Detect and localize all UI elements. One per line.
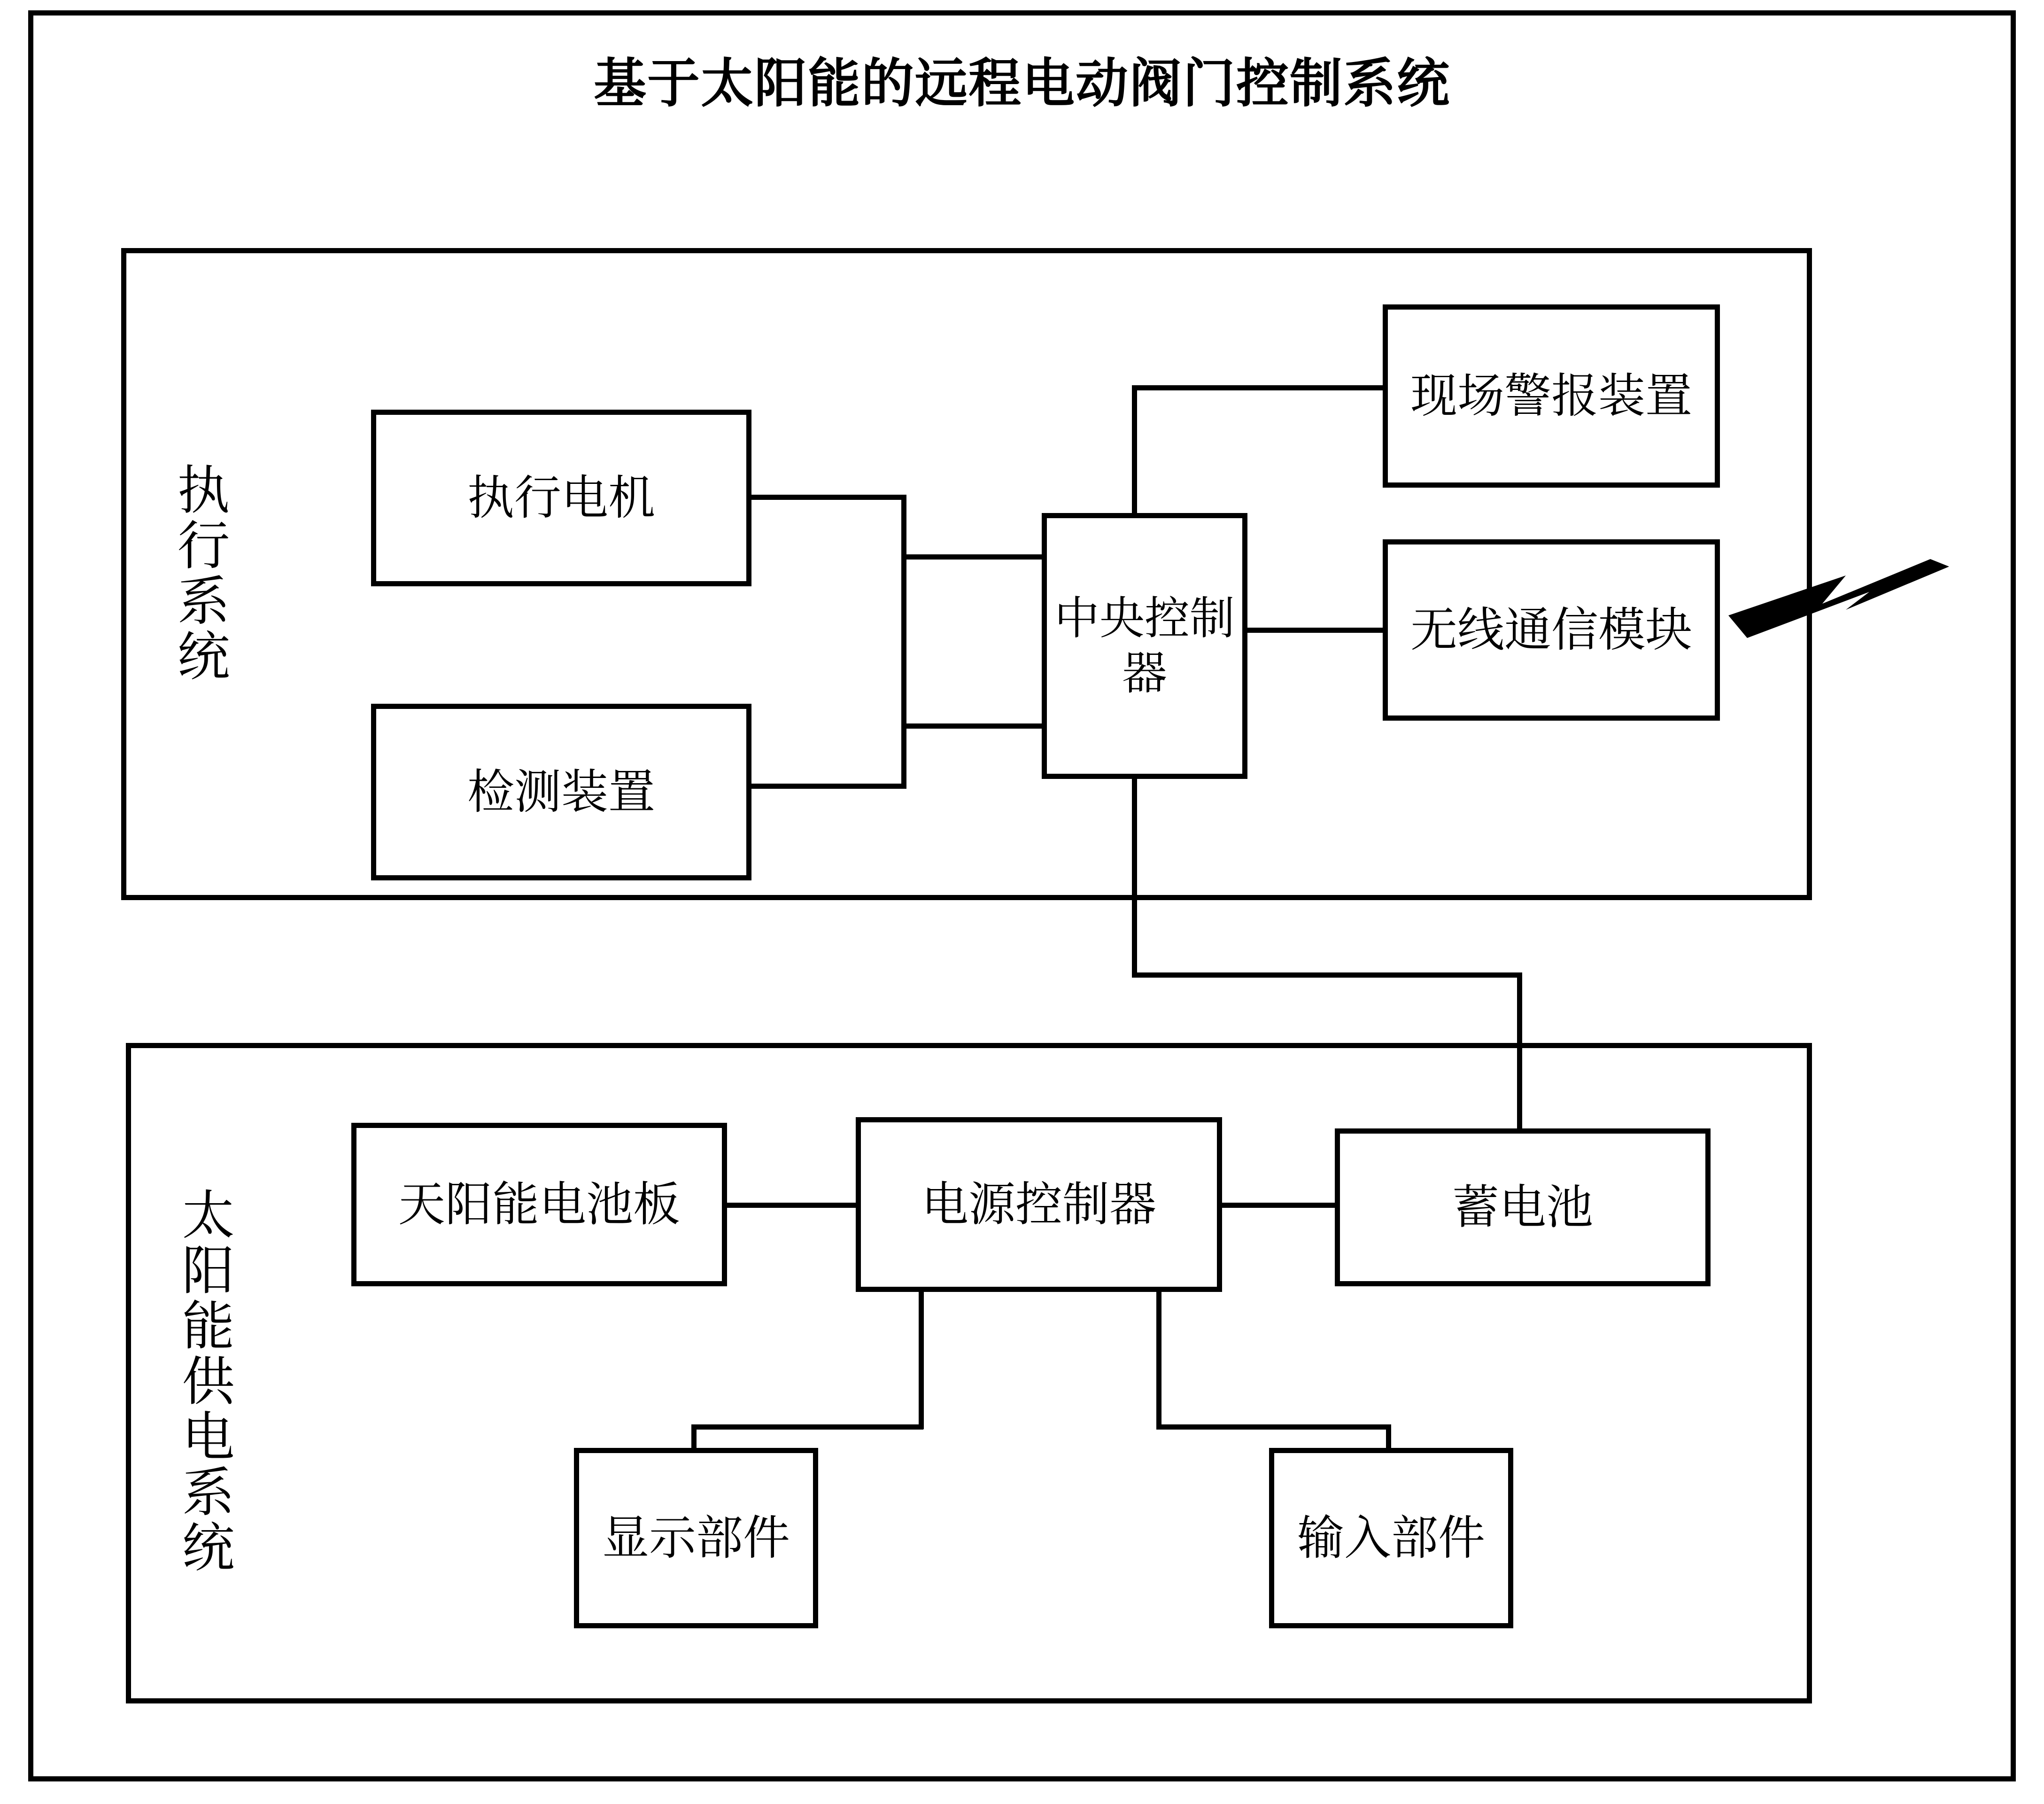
- node-central-controller[interactable]: 中央控制器: [1042, 513, 1247, 779]
- wire-detect-to-bus: [751, 784, 906, 789]
- node-solar-panel[interactable]: 天阳能电池板: [351, 1123, 727, 1286]
- node-input-component[interactable]: 输入部件: [1269, 1448, 1513, 1628]
- wire-central-down: [1132, 775, 1137, 977]
- wire-bus-vertical: [901, 495, 906, 789]
- diagram-title: 基于太阳能的远程电动阀门控制系统: [594, 53, 1450, 114]
- wire-bus-to-central-lower: [901, 723, 1047, 729]
- node-detection-device[interactable]: 检测装置: [371, 704, 751, 880]
- wire-motor-to-bus: [751, 495, 906, 500]
- wire-powerctrl-down-left: [919, 1288, 924, 1429]
- wire-powerctrl-down-right: [1156, 1288, 1161, 1429]
- node-execution-motor[interactable]: 执行电机: [371, 410, 751, 586]
- node-power-controller[interactable]: 电源控制器: [856, 1117, 1222, 1292]
- wire-power-crossover: [1132, 972, 1522, 978]
- group-label-execution-system: 执行系统: [169, 462, 230, 684]
- group-label-solar-power-system: 太阳能供电系统: [173, 1187, 234, 1575]
- lightning-wireless-signal-icon: [1728, 559, 1954, 667]
- wire-panel-to-powerctrl: [724, 1203, 860, 1208]
- wire-to-input-horizontal: [1156, 1424, 1391, 1430]
- wire-bus-to-central-upper: [901, 554, 1047, 560]
- wire-central-to-alarm: [1132, 385, 1388, 390]
- node-display-component[interactable]: 显示部件: [574, 1448, 818, 1628]
- node-onsite-alarm-device[interactable]: 现场警报装置: [1383, 304, 1720, 488]
- wire-powerctrl-to-battery: [1218, 1203, 1339, 1208]
- wire-central-to-wireless: [1244, 628, 1387, 633]
- wire-to-display-horizontal: [691, 1424, 923, 1430]
- node-storage-battery[interactable]: 蓄电池: [1335, 1128, 1711, 1286]
- node-wireless-communication-module[interactable]: 无线通信模块: [1383, 539, 1720, 721]
- wire-central-up: [1132, 385, 1137, 517]
- wire-to-battery-top: [1517, 972, 1522, 1137]
